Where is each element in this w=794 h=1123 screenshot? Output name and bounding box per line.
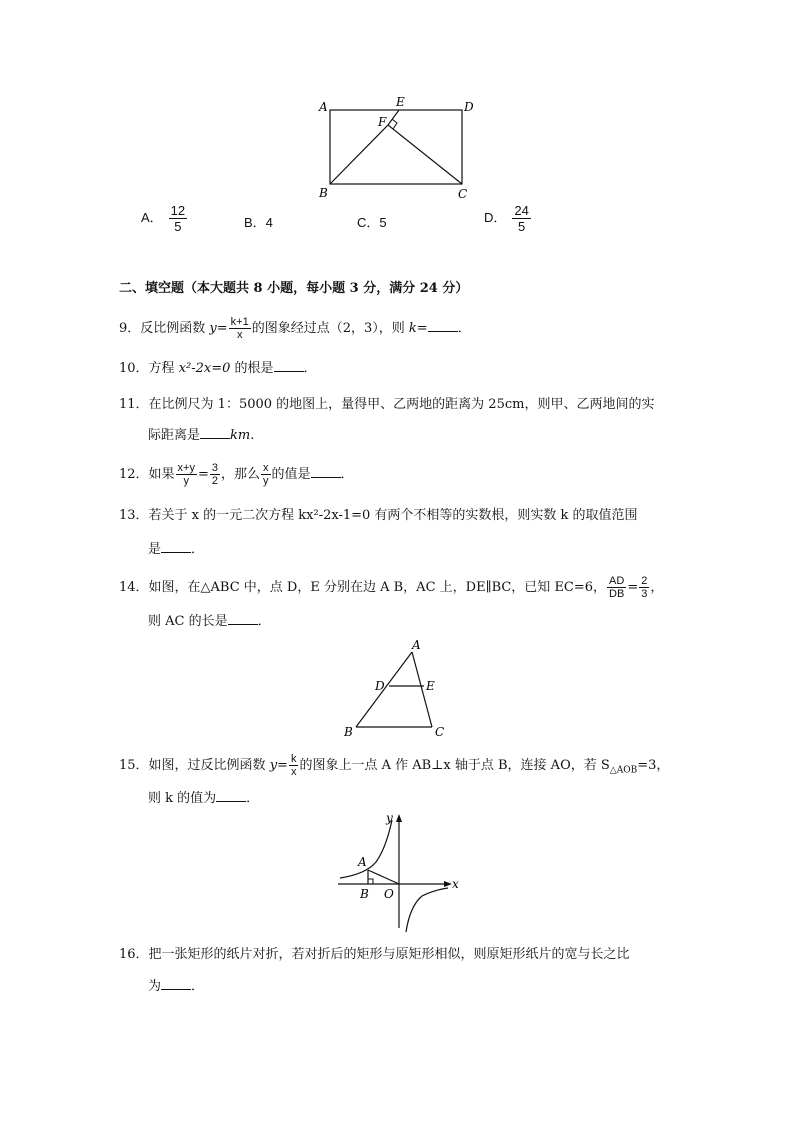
question-15: 15．如图，过反比例函数 y= $\frac{k}{x}$ 的图象上一点 A 作 AB⊥x 轴于点 B，连接 AO，若 $S_{\triangle AOB}=3$， [119, 753, 670, 778]
option-c: C．5 [357, 215, 387, 230]
answer-blank[interactable] [216, 789, 246, 802]
label-E: E [396, 95, 405, 109]
question-14-cont: 则 AC 的长是 ． [148, 614, 271, 629]
answer-blank[interactable] [161, 977, 191, 990]
label-y: y [386, 811, 393, 825]
question-13-cont: 是 ． [148, 542, 205, 557]
label-B: B [360, 887, 369, 901]
label-B: B [344, 725, 353, 739]
label-C: C [458, 187, 468, 201]
figure-triangle-abc [340, 636, 460, 740]
section-heading: 二、填空题（本大题共 8 小题，每小题 3 分，满分 24 分） [119, 281, 469, 296]
answer-blank[interactable] [161, 540, 191, 553]
label-E: E [426, 679, 435, 693]
label-A: A [358, 855, 367, 869]
question-12: 12．如果 $\frac{x+y}{y}$ = $\frac{3}{2}$ ，那么 $\frac{x}{y}$ 的值是 ． [119, 462, 354, 487]
question-16-cont: 为 ． [148, 979, 205, 994]
label-C: C [435, 725, 445, 739]
question-9: 9．反比例函数 y= $\frac{k+1}{x}$ 的图象经过点（2，3），则 k= ． [119, 316, 471, 341]
label-D: D [375, 679, 385, 693]
answer-blank[interactable] [311, 465, 341, 478]
option-d: D． $\frac{24}{5}$ [484, 203, 529, 234]
question-14: 14．如图，在△ABC 中，点 D，E 分别在边 A B，AC 上，DE∥BC，已知 EC=6， $\frac{AD}{DB}$ = $\frac{2}{3}$ ， [119, 575, 664, 600]
question-11-cont: 际距离是 km. [148, 428, 255, 443]
answer-blank[interactable] [428, 319, 458, 332]
question-10: 10．方程 x²-2x=0 的根是 ． [119, 361, 317, 376]
option-b: B．4 [244, 215, 273, 230]
answer-blank[interactable] [228, 612, 258, 625]
question-11: 11．在比例尺为 1：5000 的地图上，量得甲、乙两地的距离为 25cm，则甲、乙两地间的实 [119, 397, 655, 412]
label-F: F [378, 115, 387, 129]
label-D: D [464, 100, 474, 114]
figure-rectangle-abcd [310, 94, 490, 204]
figure-hyperbola [330, 810, 466, 936]
label-A: A [412, 638, 421, 652]
label-B: B [319, 186, 328, 200]
answer-blank[interactable] [200, 426, 230, 439]
question-13: 13．若关于 x 的一元二次方程 kx²-2x-1=0 有两个不相等的实数根，则实数 k 的取值范围 [119, 508, 638, 523]
label-A: A [319, 100, 328, 114]
label-O: O [384, 887, 394, 901]
label-x: x [452, 877, 459, 891]
question-15-cont: 则 k 的值为 ． [148, 791, 260, 806]
option-a: A． $\frac{12}{5}$ [141, 203, 186, 234]
question-16: 16．把一张矩形的纸片对折，若对折后的矩形与原矩形相似，则原矩形纸片的宽与长之比 [119, 947, 630, 962]
answer-blank[interactable] [274, 359, 304, 372]
